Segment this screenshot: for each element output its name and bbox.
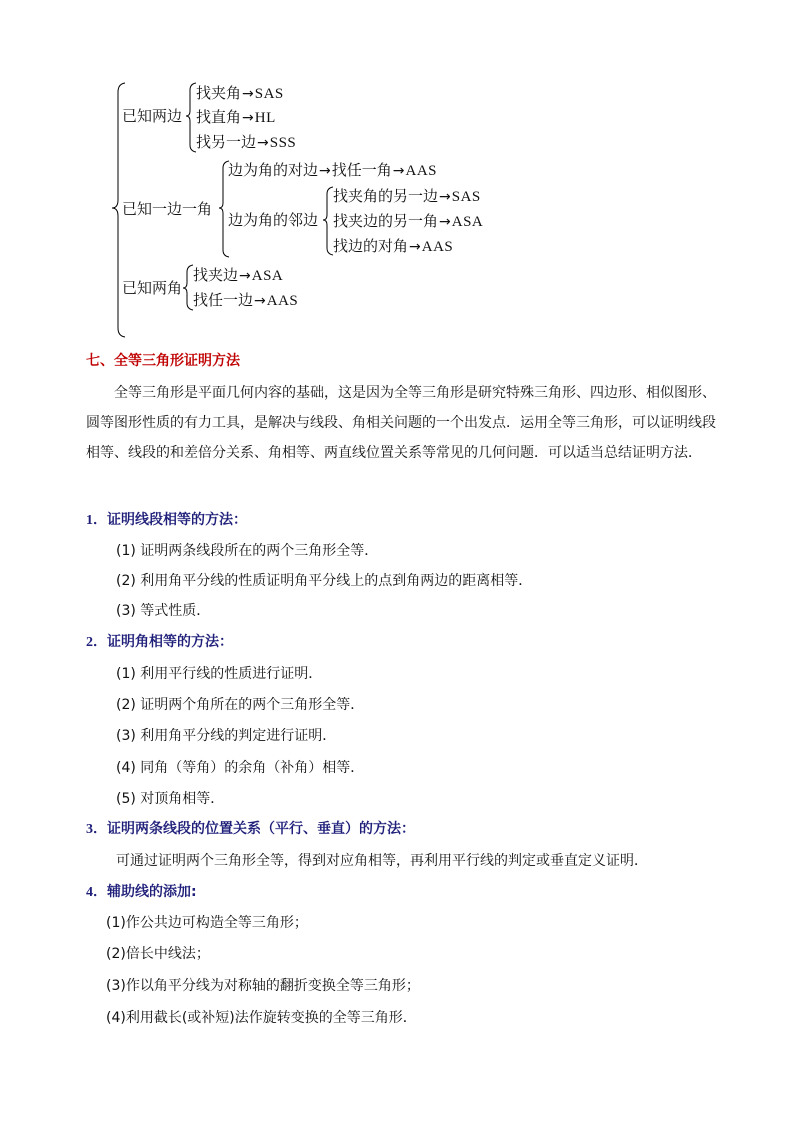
brace-two-angles <box>183 265 193 310</box>
list-item: (2) 证明两个角所在的两个三角形全等． <box>116 697 365 713</box>
list-item: (4)利用截长(或补短)法作旋转变换的全等三角形． <box>106 1010 417 1026</box>
subsection-1-heading: 1．证明线段相等的方法： <box>86 512 247 528</box>
list-item: (3) 等式性质． <box>116 603 211 619</box>
rule-line: 找边的对角→AAS <box>333 237 454 255</box>
subsection-3-heading: 3．证明两条线段的位置关系（平行、垂直）的方法： <box>86 821 415 837</box>
rule-line: 找另一边→SSS <box>196 133 297 151</box>
rule-line: 找夹边→ASA <box>193 266 284 284</box>
subsection-2-heading: 2．证明角相等的方法： <box>86 634 233 650</box>
list-item: (5) 对顶角相等． <box>116 791 225 807</box>
list-item: (2) 利用角平分线的性质证明角平分线上的点到角两边的距离相等． <box>116 573 533 589</box>
list-item: (3)作以角平分线为对称轴的翻折变换全等三角形； <box>106 978 420 994</box>
list-item: (1) 利用平行线的性质进行证明． <box>116 666 323 682</box>
label-two-angles: 已知两角 <box>122 279 183 297</box>
list-item: (3) 利用角平分线的判定进行证明． <box>116 728 337 744</box>
list-item: (4) 同角（等角）的余角（补角）相等． <box>116 760 365 776</box>
rule-line: 找夹角的另一边→SAS <box>333 187 481 205</box>
rule-line: 找夹角→SAS <box>196 84 284 102</box>
brace-two-sides <box>186 83 196 152</box>
label-two-sides: 已知两边 <box>122 107 183 125</box>
list-item: (2)倍长中线法； <box>106 946 210 962</box>
rule-line: 找直角→HL <box>196 108 276 126</box>
brace-adjacent <box>323 187 333 255</box>
label-side-angle: 已知一边一角 <box>122 200 213 218</box>
subsection-3-text: 可通过证明两个三角形全等，得到对应角相等，再利用平行线的判定或垂直定义证明． <box>116 853 648 869</box>
list-item: (1) 证明两条线段所在的两个三角形全等． <box>116 543 379 559</box>
list-item: (1)作公共边可构造全等三角形； <box>106 915 308 931</box>
label-adjacent-side: 边为角的邻边 <box>228 211 319 229</box>
rule-line: 边为角的对边→找任一角→AAS <box>228 161 438 179</box>
subsection-4-heading: 4．辅助线的添加: <box>86 884 197 900</box>
rule-line: 找夹边的另一角→ASA <box>333 212 484 230</box>
rule-line: 找任一边→AAS <box>193 291 299 309</box>
section-7-title: 七、全等三角形证明方法 <box>86 353 240 369</box>
section-7-paragraph: 全等三角形是平面几何内容的基础，这是因为全等三角形是研究特殊三角形、四边形、相似图形、圆等图形性质的有力工具，是解决与线段、角相关问题的一个出发点．运用全等三角形，可以证明线段相等、线段的和差倍分关系、角相等、两直线位置关系等常见的几何问题．可以适当总结证明方法． <box>86 385 716 461</box>
